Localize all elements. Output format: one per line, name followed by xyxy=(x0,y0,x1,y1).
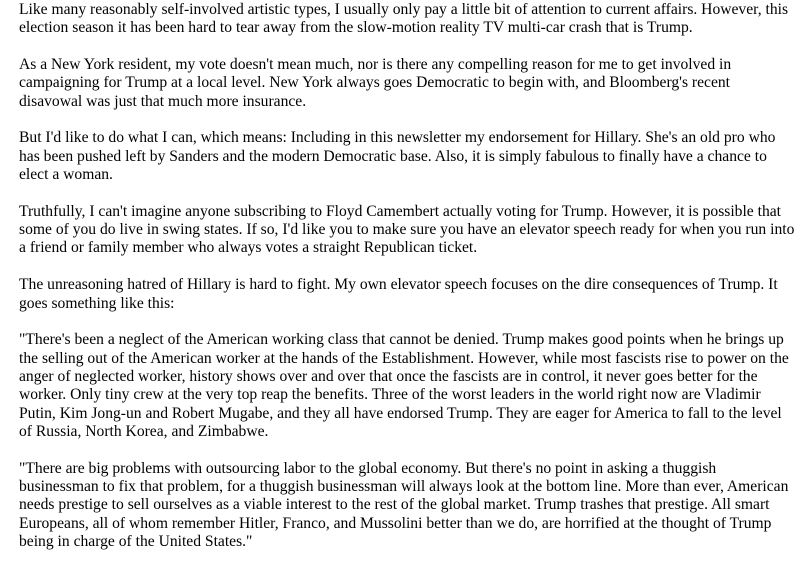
paragraph-quote-outsourcing: "There are big problems with outsourcing labor to the global economy. But there's no point in asking a thuggish businessman to fix that problem, for a thuggish businessman will always look at the bottom line. More than ever, American needs prestige to sell ourselves as a viable interest to the rest of the global market. Trump trashes that prestige. All smart Europeans, all of whom remember Hitler, Franco, and Mussolini better than we do, are horrified at the thought of Trump being in charge of the United States." xyxy=(19,459,789,550)
paragraph-endorsement: But I'd like to do what I can, which means: Including in this newsletter my endorsement for Hillary. She's an old pro who has been pushed left by Sanders and the modern Democratic base. Also, it is simply fabulous to finally have a chance to elect a woman. xyxy=(19,129,776,184)
paragraph-new-york-resident: As a New York resident, my vote doesn't mean much, nor is there any compelling reason for me to get involved in campaigning for Trump at a local level. New York always goes Democratic to begin with, and Bloomberg's recent disavowal was just that much more insurance. xyxy=(19,56,732,110)
paragraph-quote-working-class: "There's been a neglect of the American working class that cannot be denied. Trump makes good points when he brings up the selling out of the American worker at the hands of the Establishment. However, while most fascists rise to power on the anger of neglected worker, history shows over and over that once the fascists are in control, it never goes better for the worker. Only tiny crew at the very top reap the benefits. Three of the worst leaders in the world right now are Vladimir Putin, Kim Jong-un and Robert Mugabe, and they all have endorsed Trump. They are eager for America to fall to the level of Russia, North Korea, and Zimbabwe. xyxy=(19,331,789,440)
paragraph-swing-states: Truthfully, I can't imagine anyone subscribing to Floyd Camembert actually voting for Trump. However, it is possible that some of you do live in swing states. If so, I'd like you to make sure you have an elevator speech ready for when you run into a friend or family member who always votes a straight Republican ticket. xyxy=(19,202,795,257)
paragraph-elevator-speech-intro: The unreasoning hatred of Hillary is hard to fight. My own elevator speech focuses on the dire consequences of Trump. It goes something like this: xyxy=(19,276,778,312)
paragraph-intro: Like many reasonably self-involved artistic types, I usually only pay a little bit of attention to current affairs. However, this election season it has been hard to tear away from the slow-motion reality TV multi-car crash that is Trump. xyxy=(19,1,789,37)
newsletter-body xyxy=(19,1,795,570)
